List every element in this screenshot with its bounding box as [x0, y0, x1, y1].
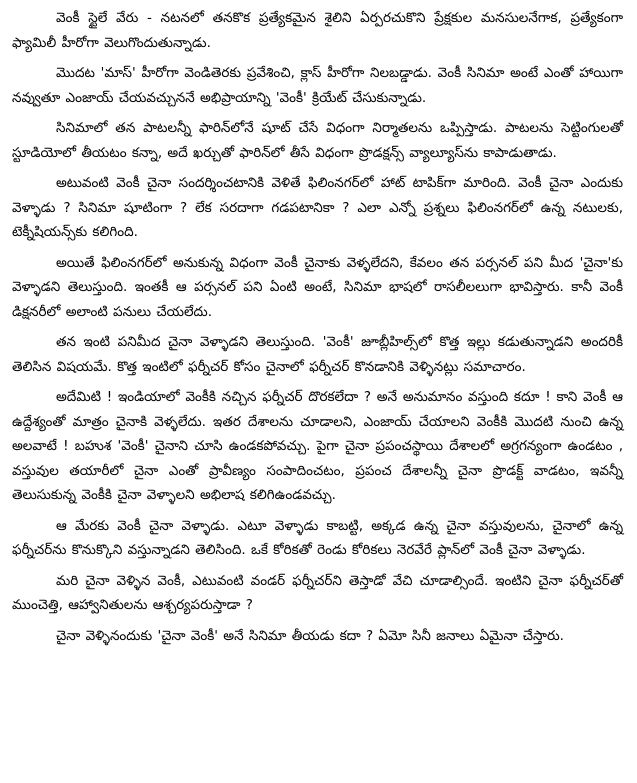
paragraph-7: అదేమిటి ! ఇండియాలో వెంకీకి నచ్చిన ఫర్నీచర్ దొరకలేదా ? అనే అనుమానం వస్తుంది కదూ ! కాని వెంకీ ఆ ఉద్దేశ్యంతో మాత్రం చైనాకి వెళ్ళలేదు. ఇతర దేశాలను చూడాలని, ఎంజాయ్ చేయాలని వెంకీకి మొదటి నుంచి ఉన్న అలవాటే ! బహుశ 'వెంకీ' చైనాని చూసి ఉండకపోవచ్చు. పైగా చైనా ప్రపంచస్థాయి దేశాలలో అగ్రగన్యంగా ఉండటం , వస్తువుల తయారీలో చైనా ఎంతో ప్రావీణ్యం సంపాదించటం, ప్రపంచ దేశాలన్నీ చైనా ప్రొడక్ట్ వాడటం, ఇవన్నీ తెలుసుకున్న వెంకీకి చైనా వెళ్ళాలని అభిలాష కలిగిఉండవచ్చు.	[12, 389, 623, 503]
paragraph-6: తన ఇంటి పనిమీద చైనా వెళ్ళాడని తెలుస్తుంది. 'వెంకీ' జూబ్లీహిల్స్‌లో కొత్త ఇల్లు కడుతున్నాడని అందరికీ తెలిసిన విషయమే. కొత్త ఇంటిలో ఫర్నీచర్ కోసం చైనాలో ఫర్నీచర్ కొనడానికి వెళ్ళినట్లు సమాచారం.	[12, 334, 623, 375]
paragraph-8: ఆ మేరకు వెంకీ చైనా వెళ్ళాడు. ఎటూ వెళ్ళాడు కాబట్టి, అక్కడ ఉన్న చైనా వస్తువులను, చైనాలో ఉన్న ఫర్నీచర్‌ను కొనుక్కొని వస్తున్నాడని తెలిసింది. ఒకే కోరికతో రెండు కోరికలు నెరవేరే ప్లాన్‌లో వెంకీ చైనా వెళ్ళాడు.	[12, 517, 623, 558]
paragraph-5: అయితే ఫిలింనగర్‌లో అనుకున్న విధంగా వెంకీ చైనాకు వెళ్ళలేదని, కేవలం తన పర్సనల్ పని మీద 'చైనా'కు వెళ్ళాడని తెలుస్తుంది. ఇంతకీ ఆ పర్సనల్ పని ఏంటి అంటే, సినిమా భాషలో రాసలీలలుగా భావిస్తారు. కానీ వెంకీ డిక్షనరీలో అలాంటి పనులు చేయలేదు.	[12, 254, 623, 320]
paragraph-1: వెంకీ స్టైలే వేరు - నటనలో తనకొక ప్రత్యేకమైన శైలిని ఏర్పరచుకొని ప్రేక్షకుల మనసులనేగాక, ప్రత్యేకంగా ఫ్యామిలీ హీరోగా వెలుగొందుతున్నాడు.	[12, 10, 623, 51]
paragraph-3: సినిమాలో తన పాటలన్నీ ఫారిన్‌లోనే షూట్ చేసే విధంగా నిర్మాతలను ఒప్పిస్తాడు. పాటలను సెట్టింగులతో స్టూడియోలో తీయటం కన్నా, అదే ఖర్చుతో ఫారిన్‌లో తీసే విధంగా ప్రొడక్షన్స్ వ్యాల్యూస్‌ను కాపాడుతాడు.	[12, 120, 623, 161]
paragraph-10: చైనా వెళ్ళినందుకు 'చైనా వెంకీ' అనే సినిమా తీయడు కదా ? ఏమో సినీ జనాలు ఏమైనా చేస్తారు.	[56, 627, 564, 644]
paragraph-4: అటువంటి వెంకీ చైనా సందర్శించటానికి వెళితే ఫిలింనగర్‌లో హాట్ టాపిక్‌గా మారింది. వెంకీ చైనా ఎందుకు వెళ్ళాడు ? సినిమా షూటింగా ? లేక సరదాగా గడపటానికా ? ఎలా ఎన్నో ప్రశ్నలు ఫిలింనగర్‌లో ఉన్న నటులకు, టెక్నీషియన్స్‌కు కలిగింది.	[12, 175, 623, 240]
paragraph-9: మరి చైనా వెళ్ళిన వెంకీ, ఎటువంటి వండర్ ఫర్నీచర్‌ని తెస్తాడో వేచి చూడాల్సిందే. ఇంటిని చైనా ఫర్నీచర్‌తో ముంచెత్తి, ఆహ్వానితులను ఆశ్చర్యపరుస్తాడా ?	[12, 572, 623, 613]
paragraph-2: మొదట 'మాస్' హీరోగా వెండితెరకు ప్రవేశించి, క్లాస్ హీరోగా నిలబడ్డాడు. వెంకీ సినిమా అంటే ఎంతో హాయిగా నవ్వుతూ ఎంజాయ్ చేయవచ్చుననే అభిప్రాయాన్ని 'వెంకీ' క్రియేట్ చేసుకున్నాడు.	[12, 65, 623, 106]
